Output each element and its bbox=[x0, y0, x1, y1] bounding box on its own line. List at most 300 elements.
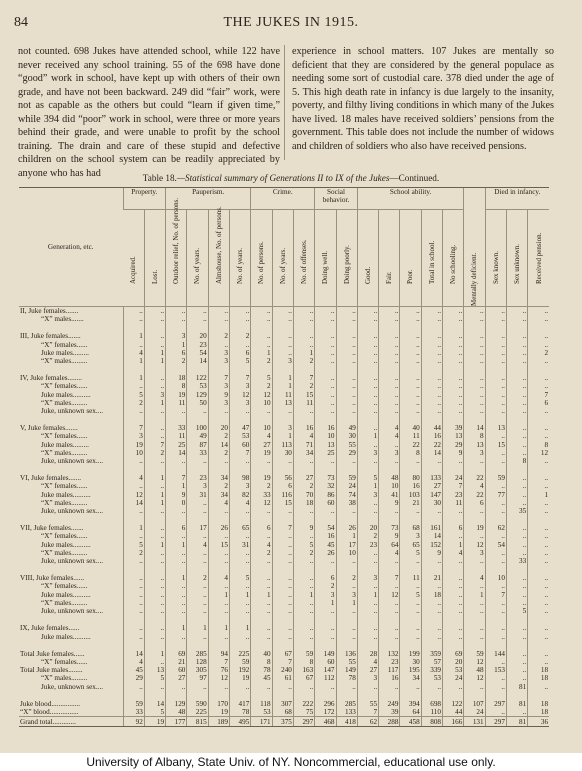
cell-15: .. bbox=[443, 532, 464, 540]
cell-13: 16 bbox=[400, 482, 421, 490]
cell-18: .. bbox=[506, 307, 527, 316]
cell-7: .. bbox=[272, 599, 293, 607]
cell-19: .. bbox=[528, 332, 549, 340]
row-label: Juke males.......... bbox=[41, 490, 91, 499]
table-row bbox=[19, 549, 549, 557]
cell-19: .. bbox=[528, 599, 549, 607]
cell-0: 2 bbox=[123, 399, 144, 407]
cell-12: 10 bbox=[379, 482, 400, 490]
row-label: IX, Juke females...... bbox=[20, 624, 80, 633]
cell-2: 7 bbox=[166, 474, 187, 482]
cell-4: 7 bbox=[208, 658, 229, 666]
cell-7: 1 bbox=[272, 382, 293, 390]
cell-6: 19 bbox=[251, 449, 272, 457]
cell-17: .. bbox=[485, 315, 506, 323]
cell-18: .. bbox=[506, 341, 527, 349]
cell-8: 27 bbox=[293, 474, 314, 482]
cell-19: .. bbox=[528, 524, 549, 532]
cell-13: .. bbox=[400, 633, 421, 641]
column-header-4: Almshouse, No. of persons. bbox=[208, 210, 229, 307]
cell-4: 7 bbox=[208, 374, 229, 382]
spacer-cell bbox=[187, 691, 208, 700]
page-number: 84 bbox=[14, 15, 28, 30]
table-row bbox=[19, 557, 549, 565]
cell-16: 107 bbox=[464, 700, 485, 708]
cell-18: .. bbox=[506, 499, 527, 507]
spacer-cell bbox=[123, 615, 144, 624]
cell-17: .. bbox=[485, 633, 506, 641]
cell-13: 21 bbox=[400, 499, 421, 507]
spacer-cell bbox=[208, 691, 229, 700]
row-label: Juke, unknown sex.... bbox=[41, 457, 104, 466]
cell-19: .. bbox=[528, 574, 549, 582]
spacer-cell bbox=[123, 415, 144, 424]
cell-13: 65 bbox=[400, 541, 421, 549]
cell-10: .. bbox=[336, 341, 357, 349]
cell-19: .. bbox=[528, 507, 549, 515]
cell-0: .. bbox=[123, 607, 144, 615]
cell-17: .. bbox=[485, 624, 506, 632]
cell-9: 45 bbox=[315, 541, 336, 549]
cell-7: .. bbox=[272, 407, 293, 415]
cell-11: .. bbox=[357, 424, 378, 432]
cell-8: 2 bbox=[293, 482, 314, 490]
row-label: Juke males......... bbox=[41, 348, 89, 357]
cell-2: .. bbox=[166, 633, 187, 641]
cell-14: .. bbox=[421, 557, 442, 565]
cell-18: .. bbox=[506, 432, 527, 440]
cell-16: 4 bbox=[464, 482, 485, 490]
cell-7: 3 bbox=[272, 424, 293, 432]
cell-2: 11 bbox=[166, 399, 187, 407]
cell-4: .. bbox=[208, 457, 229, 465]
cell-0: 5 bbox=[123, 391, 144, 399]
cell-17: .. bbox=[485, 349, 506, 357]
spacer-cell bbox=[315, 515, 336, 524]
header-group-property: Property. bbox=[123, 188, 166, 210]
cell-2: 2 bbox=[166, 357, 187, 365]
cell-18: .. bbox=[506, 482, 527, 490]
cell-6: 6 bbox=[251, 524, 272, 532]
table-row bbox=[19, 407, 549, 415]
cell-19: .. bbox=[528, 683, 549, 691]
cell-9: .. bbox=[315, 391, 336, 399]
cell-5: 6 bbox=[229, 349, 250, 357]
cell-4: 12 bbox=[208, 674, 229, 682]
spacer-cell bbox=[528, 365, 549, 374]
cell-9: 147 bbox=[315, 666, 336, 674]
spacer-cell bbox=[464, 615, 485, 624]
cell-9: 10 bbox=[315, 432, 336, 440]
cell-15: .. bbox=[443, 507, 464, 515]
column-header-19: Received pension. bbox=[528, 210, 549, 307]
spacer-cell bbox=[400, 691, 421, 700]
cell-13: .. bbox=[400, 599, 421, 607]
cell-5: .. bbox=[229, 341, 250, 349]
cell-16: .. bbox=[464, 374, 485, 382]
cell-0: .. bbox=[123, 599, 144, 607]
column-header-12: Fair. bbox=[379, 210, 400, 307]
cell-18: 5 bbox=[506, 607, 527, 615]
cell-15: 11 bbox=[443, 499, 464, 507]
cell-14: .. bbox=[421, 307, 442, 316]
table-row bbox=[19, 674, 549, 682]
spacer-cell bbox=[357, 515, 378, 524]
cell-14: 22 bbox=[421, 441, 442, 449]
cell-11: 20 bbox=[357, 524, 378, 532]
cell-3: 225 bbox=[187, 708, 208, 717]
cell-2: 1 bbox=[166, 574, 187, 582]
cell-1: .. bbox=[144, 607, 165, 615]
footer-banner bbox=[0, 753, 582, 771]
cell-4: 26 bbox=[208, 524, 229, 532]
cell-18: .. bbox=[506, 491, 527, 499]
cell-10: 418 bbox=[336, 717, 357, 727]
spacer-cell bbox=[421, 691, 442, 700]
spacer-cell bbox=[315, 465, 336, 474]
cell-18: 81 bbox=[506, 683, 527, 691]
spacer-cell bbox=[251, 641, 272, 650]
spacer-cell bbox=[229, 415, 250, 424]
spacer-cell bbox=[506, 641, 527, 650]
cell-8: .. bbox=[293, 624, 314, 632]
cell-1: .. bbox=[144, 407, 165, 415]
cell-16: 4 bbox=[464, 574, 485, 582]
cell-11: .. bbox=[357, 399, 378, 407]
spacer-cell bbox=[357, 465, 378, 474]
spacer-cell bbox=[336, 515, 357, 524]
table-row bbox=[19, 700, 549, 708]
running-title: THE JUKES IN 1915. bbox=[223, 15, 359, 30]
cell-17: .. bbox=[485, 449, 506, 457]
cell-18: 81 bbox=[506, 717, 527, 727]
cell-7: 7 bbox=[272, 658, 293, 666]
cell-8: 11 bbox=[293, 399, 314, 407]
row-label: Juke, unknown sex.... bbox=[41, 682, 104, 691]
cell-18: 33 bbox=[506, 557, 527, 565]
cell-3: .. bbox=[187, 591, 208, 599]
cell-7: 116 bbox=[272, 491, 293, 499]
table-row bbox=[19, 650, 549, 658]
header-generation: Generation, etc. bbox=[19, 188, 123, 307]
cell-17: .. bbox=[485, 307, 506, 316]
cell-12: .. bbox=[379, 382, 400, 390]
cell-10: .. bbox=[336, 582, 357, 590]
table-caption-title: —Statistical summary of Generations II to IX of the Jukes bbox=[176, 173, 390, 183]
cell-6: .. bbox=[251, 557, 272, 565]
cell-15: .. bbox=[443, 633, 464, 641]
cell-9: 16 bbox=[315, 532, 336, 540]
cell-5: 192 bbox=[229, 666, 250, 674]
spacer-cell bbox=[443, 465, 464, 474]
cell-12: 23 bbox=[379, 658, 400, 666]
spacer-cell bbox=[443, 365, 464, 374]
cell-0: 4 bbox=[123, 474, 144, 482]
cell-0: .. bbox=[123, 624, 144, 632]
cell-15: .. bbox=[443, 683, 464, 691]
cell-0: 14 bbox=[123, 499, 144, 507]
cell-14: 808 bbox=[421, 717, 442, 727]
cell-9: 2 bbox=[315, 582, 336, 590]
cell-8: .. bbox=[293, 307, 314, 316]
header-group-social-behavior: Social behavior. bbox=[315, 188, 358, 210]
cell-12: .. bbox=[379, 683, 400, 691]
spacer-cell bbox=[528, 465, 549, 474]
row-label: “X” females...... bbox=[41, 532, 88, 541]
cell-0: .. bbox=[123, 532, 144, 540]
cell-16: 131 bbox=[464, 717, 485, 727]
cell-16: .. bbox=[464, 457, 485, 465]
cell-18: .. bbox=[506, 599, 527, 607]
cell-0: 5 bbox=[123, 541, 144, 549]
cell-0: .. bbox=[123, 591, 144, 599]
cell-13: 3 bbox=[400, 532, 421, 540]
cell-12: 64 bbox=[379, 541, 400, 549]
spacer-cell bbox=[336, 465, 357, 474]
cell-6: .. bbox=[251, 607, 272, 615]
cell-15: 29 bbox=[443, 441, 464, 449]
cell-1: .. bbox=[144, 507, 165, 515]
cell-15: 6 bbox=[443, 524, 464, 532]
cell-4: 1 bbox=[208, 624, 229, 632]
table-row bbox=[19, 591, 549, 599]
row-label: Juke blood................ bbox=[20, 699, 81, 708]
cell-19: .. bbox=[528, 633, 549, 641]
cell-0: 10 bbox=[123, 449, 144, 457]
spacer-cell bbox=[336, 615, 357, 624]
table-row bbox=[19, 441, 549, 449]
cell-9: .. bbox=[315, 407, 336, 415]
table-row bbox=[19, 658, 549, 666]
table-spacer-row bbox=[19, 641, 549, 650]
cell-5: 53 bbox=[229, 432, 250, 440]
cell-2: .. bbox=[166, 599, 187, 607]
cell-3: .. bbox=[187, 582, 208, 590]
spacer-cell bbox=[421, 415, 442, 424]
cell-6: .. bbox=[251, 633, 272, 641]
cell-12: 41 bbox=[379, 491, 400, 499]
table-row bbox=[19, 507, 549, 515]
cell-18: .. bbox=[506, 650, 527, 658]
spacer-cell bbox=[421, 365, 442, 374]
cell-13: .. bbox=[400, 341, 421, 349]
spacer-cell bbox=[315, 641, 336, 650]
cell-19: .. bbox=[528, 650, 549, 658]
cell-19: .. bbox=[528, 457, 549, 465]
spacer-cell bbox=[187, 465, 208, 474]
row-label: “X” females...... bbox=[41, 582, 88, 591]
cell-15: .. bbox=[443, 391, 464, 399]
spacer-cell bbox=[166, 615, 187, 624]
cell-10: .. bbox=[336, 349, 357, 357]
cell-4: 3 bbox=[208, 349, 229, 357]
cell-11: .. bbox=[357, 499, 378, 507]
cell-10: 38 bbox=[336, 499, 357, 507]
cell-1: 5 bbox=[144, 708, 165, 717]
spacer-cell bbox=[485, 415, 506, 424]
cell-0: 3 bbox=[123, 432, 144, 440]
table-row bbox=[19, 708, 549, 717]
cell-3: .. bbox=[187, 549, 208, 557]
cell-9: 26 bbox=[315, 549, 336, 557]
cell-8: 2 bbox=[293, 549, 314, 557]
cell-11: 7 bbox=[357, 708, 378, 717]
cell-7: 6 bbox=[272, 482, 293, 490]
cell-1: .. bbox=[144, 374, 165, 382]
spacer-cell bbox=[379, 323, 400, 332]
spacer-cell bbox=[293, 615, 314, 624]
spacer-cell bbox=[400, 641, 421, 650]
cell-7: .. bbox=[272, 507, 293, 515]
cell-15: 24 bbox=[443, 474, 464, 482]
cell-5: 4 bbox=[229, 499, 250, 507]
spacer-cell bbox=[144, 565, 165, 574]
cell-16: .. bbox=[464, 557, 485, 565]
cell-6: 171 bbox=[251, 717, 272, 727]
cell-10: 149 bbox=[336, 666, 357, 674]
table-row bbox=[19, 624, 549, 632]
spacer-cell bbox=[166, 515, 187, 524]
cell-15: 23 bbox=[443, 491, 464, 499]
cell-14: .. bbox=[421, 341, 442, 349]
cell-17: .. bbox=[485, 674, 506, 682]
cell-5: .. bbox=[229, 407, 250, 415]
cell-19: .. bbox=[528, 341, 549, 349]
cell-1: .. bbox=[144, 315, 165, 323]
cell-11: 1 bbox=[357, 432, 378, 440]
spacer-cell bbox=[166, 641, 187, 650]
cell-5: 19 bbox=[229, 674, 250, 682]
cell-2: 9 bbox=[166, 491, 187, 499]
cell-2: .. bbox=[166, 683, 187, 691]
cell-0: 1 bbox=[123, 357, 144, 365]
row-label: VI, Juke females....... bbox=[20, 474, 82, 483]
cell-11: .. bbox=[357, 332, 378, 340]
cell-17: .. bbox=[485, 432, 506, 440]
cell-13: .. bbox=[400, 399, 421, 407]
body-text-left-column: not counted. 698 Jukes have attended school, while 122 have never received any school training. 55 of the 698 have done “good” work in school, have kept up with others of their own grade, and have not been backward. 249 did “fair” work, were not as capable as the others but could “learn if given time,” while 394 did “poor” work in school, were three or more years behind their grade, and were unable to profit by the school training. The drain and care of these stupid and defective children on the school system can be readily appreciated by anyone who has had bbox=[18, 46, 280, 179]
cell-1: .. bbox=[144, 624, 165, 632]
cell-12: 4 bbox=[379, 424, 400, 432]
cell-14: 110 bbox=[421, 708, 442, 717]
cell-8: .. bbox=[293, 607, 314, 615]
cell-12: 4 bbox=[379, 549, 400, 557]
cell-2: 60 bbox=[166, 666, 187, 674]
cell-6: 45 bbox=[251, 674, 272, 682]
spacer-cell bbox=[528, 691, 549, 700]
cell-16: .. bbox=[464, 341, 485, 349]
cell-7: .. bbox=[272, 582, 293, 590]
cell-5: .. bbox=[229, 532, 250, 540]
cell-5: 225 bbox=[229, 650, 250, 658]
cell-0: .. bbox=[123, 507, 144, 515]
cell-17: 77 bbox=[485, 491, 506, 499]
cell-3: .. bbox=[187, 557, 208, 565]
cell-18: .. bbox=[506, 624, 527, 632]
cell-15: .. bbox=[443, 399, 464, 407]
cell-6: .. bbox=[251, 532, 272, 540]
cell-16: 12 bbox=[464, 658, 485, 666]
cell-0: .. bbox=[123, 574, 144, 582]
spacer-cell bbox=[485, 515, 506, 524]
cell-10: .. bbox=[336, 357, 357, 365]
cell-15: 4 bbox=[443, 549, 464, 557]
cell-0: 4 bbox=[123, 349, 144, 357]
cell-2: 14 bbox=[166, 449, 187, 457]
cell-10: 78 bbox=[336, 674, 357, 682]
cell-7: 61 bbox=[272, 674, 293, 682]
cell-14: 698 bbox=[421, 700, 442, 708]
cell-12: 12 bbox=[379, 591, 400, 599]
spacer-cell bbox=[229, 565, 250, 574]
cell-11: 55 bbox=[357, 700, 378, 708]
table-spacer-row bbox=[19, 465, 549, 474]
cell-18: .. bbox=[506, 391, 527, 399]
cell-4: .. bbox=[208, 315, 229, 323]
cell-14: .. bbox=[421, 391, 442, 399]
cell-6: .. bbox=[251, 457, 272, 465]
cell-11: .. bbox=[357, 341, 378, 349]
cell-15: .. bbox=[443, 332, 464, 340]
body-text-right-column: experience in school matters. 107 Jukes are mentally so deficient that they are considered by the general populace as needing some sort of custodial care. 378 died under the age of 5. This high death rate in infancy is due largely to the insanity, poverty, and filthy living conditions in which many of the Jukes have lived. 18 males have received soldiers’ pensions from the government. This table does not include the number of widows and children of soldiers who also have received pensions. bbox=[292, 46, 554, 152]
cell-8: .. bbox=[293, 683, 314, 691]
cell-15: .. bbox=[443, 341, 464, 349]
cell-16: 6 bbox=[464, 499, 485, 507]
spacer-cell bbox=[166, 323, 187, 332]
spacer-cell bbox=[464, 565, 485, 574]
cell-6: .. bbox=[251, 307, 272, 316]
cell-18: .. bbox=[506, 658, 527, 666]
cell-0: .. bbox=[123, 307, 144, 316]
cell-13: 34 bbox=[400, 674, 421, 682]
cell-9: 60 bbox=[315, 658, 336, 666]
cell-18: .. bbox=[506, 582, 527, 590]
cell-1: 3 bbox=[144, 391, 165, 399]
cell-18: .. bbox=[506, 332, 527, 340]
cell-16: .. bbox=[464, 382, 485, 390]
cell-19: .. bbox=[528, 532, 549, 540]
cell-12: 117 bbox=[379, 666, 400, 674]
cell-9: .. bbox=[315, 382, 336, 390]
cell-11: 4 bbox=[357, 658, 378, 666]
cell-13: .. bbox=[400, 607, 421, 615]
cell-19: 8 bbox=[528, 441, 549, 449]
cell-10: 55 bbox=[336, 441, 357, 449]
cell-10: 136 bbox=[336, 650, 357, 658]
cell-9: 6 bbox=[315, 574, 336, 582]
cell-6: 12 bbox=[251, 391, 272, 399]
cell-4: .. bbox=[208, 307, 229, 316]
cell-1: 1 bbox=[144, 499, 165, 507]
spacer-cell bbox=[166, 465, 187, 474]
cell-12: .. bbox=[379, 582, 400, 590]
spacer-cell bbox=[144, 465, 165, 474]
cell-0: .. bbox=[123, 633, 144, 641]
cell-3: 20 bbox=[187, 332, 208, 340]
cell-13: 11 bbox=[400, 432, 421, 440]
cell-2: .. bbox=[166, 557, 187, 565]
spacer-cell bbox=[506, 465, 527, 474]
cell-9: .. bbox=[315, 457, 336, 465]
cell-6: 2 bbox=[251, 382, 272, 390]
cell-10: .. bbox=[336, 407, 357, 415]
cell-12: 249 bbox=[379, 700, 400, 708]
spacer-cell bbox=[19, 615, 123, 624]
row-label: “X” females...... bbox=[41, 382, 88, 391]
cell-13: .. bbox=[400, 582, 421, 590]
statistics-table bbox=[19, 187, 549, 727]
cell-2: .. bbox=[166, 407, 187, 415]
